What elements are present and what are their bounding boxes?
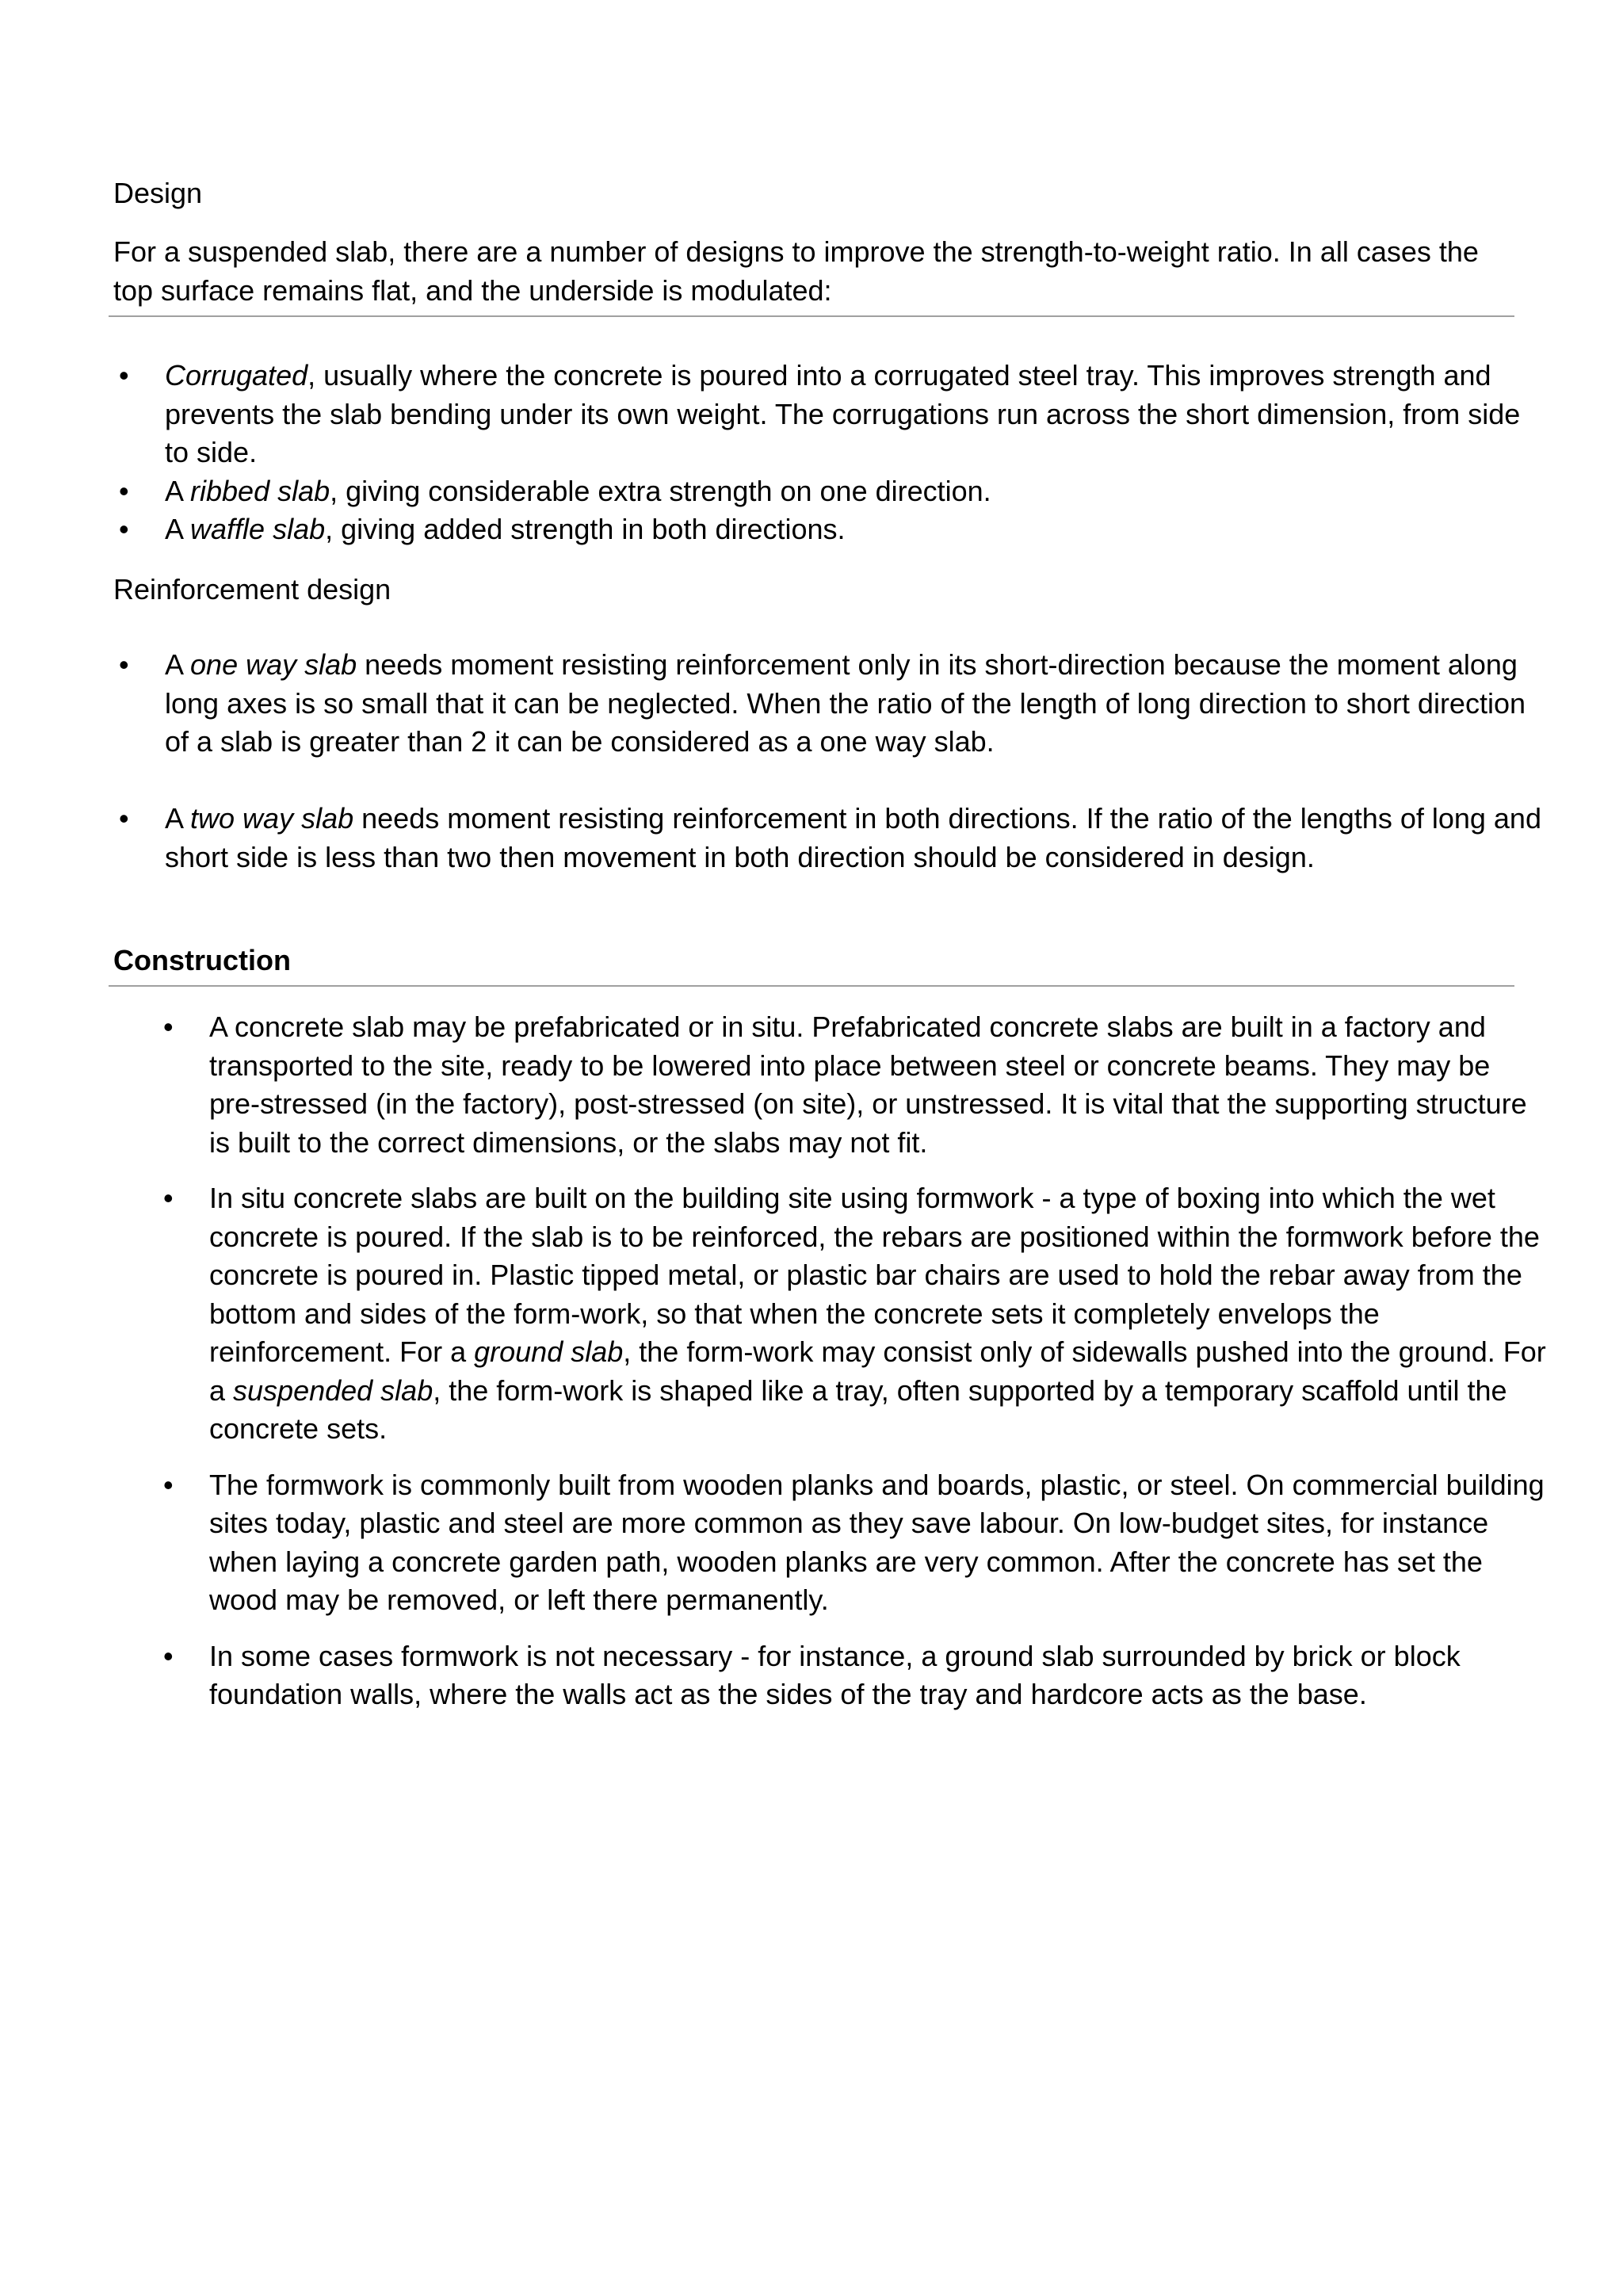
item-term: Corrugated — [165, 359, 308, 392]
section-divider — [109, 315, 1514, 317]
list-item — [0, 1637, 1623, 1714]
item-term: suspended slab — [233, 1373, 433, 1407]
item-term: waffle slab — [190, 513, 326, 545]
item-prefix: A — [165, 513, 191, 545]
construction-heading: Construction — [113, 944, 291, 976]
bullet-icon: • — [119, 474, 129, 507]
reinforcement-heading: Reinforcement design — [113, 573, 391, 606]
list-item — [0, 472, 1623, 511]
list-item — [0, 646, 1623, 762]
item-text: The formwork is commonly built from wooden planks and boards, plastic, or steel. On commercial building sites today, plastic and steel are more common as they save labour. On low-budget sites, for instance when laying a concrete garden path, wooden planks are very common. After the concrete has set the wood may be removed, or left there permanently. — [209, 1468, 1545, 1616]
bullet-icon: • — [163, 1010, 174, 1043]
reinforcement-list-one-way — [0, 646, 1623, 762]
design-list — [0, 357, 1623, 549]
list-item — [0, 800, 1623, 877]
item-text: , the form-work is shaped like a tray, often supported by a temporary scaffold until the concrete sets. — [209, 1373, 1507, 1445]
item-term: ground slab — [474, 1335, 624, 1368]
item-prefix: A — [165, 648, 191, 681]
item-term: two way slab — [190, 802, 354, 835]
item-text: , giving considerable extra strength on one direction. — [330, 474, 991, 507]
bullet-icon: • — [163, 1468, 174, 1501]
item-text: In situ concrete slabs are built on the building site using formwork - a type of boxing into which the wet concrete is poured. If the slab is to be reinforced, the rebars are positioned within the formwork before the concrete is poured in. Plastic tipped metal, or plastic bar chairs are used to hold the rebar away from the bottom and sides of the form-work, so that when the concrete sets it completely envelops the reinforcement. For a — [209, 1182, 1540, 1368]
bullet-icon: • — [163, 1182, 174, 1214]
item-text: needs moment resisting reinforcement only in its short-direction because the moment along long axes is so small that it can be neglected. When the ratio of the length of long direction to short direction of a slab is greater than 2 it can be considered as a one way slab. — [165, 648, 1526, 758]
section-divider — [109, 985, 1514, 987]
item-text: needs moment resisting reinforcement in both directions. If the ratio of the lengths of long and short side is less than two then movement in both direction should be considered in design. — [165, 802, 1541, 873]
bullet-icon: • — [163, 1639, 174, 1672]
item-text: , the form-work may consist only of sidewalls pushed into the ground. For a — [209, 1335, 1546, 1407]
construction-list — [0, 1008, 1623, 1732]
bullet-icon: • — [119, 802, 129, 835]
item-prefix: A — [165, 474, 191, 507]
bullet-icon: • — [119, 513, 129, 545]
item-term: one way slab — [190, 648, 357, 681]
item-term: ribbed slab — [190, 474, 330, 507]
list-item — [0, 357, 1623, 472]
list-item — [0, 510, 1623, 549]
bullet-icon: • — [119, 648, 129, 681]
reinforcement-list-two-way — [0, 800, 1623, 877]
item-text: A concrete slab may be prefabricated or in situ. Prefabricated concrete slabs are built in a factory and transported to the site, ready to be lowered into place between steel or concrete beams. They may be pre-stressed (in the factory), post-stressed (on site), or unstressed. It is vital that the supporting structure is built to the correct dimensions, or the slabs may not fit. — [209, 1010, 1527, 1159]
bullet-icon: • — [119, 359, 129, 392]
item-text: , usually where the concrete is poured into a corrugated steel tray. This improves strength and prevents the slab bending under its own weight. The corrugations run across the short dimension, from side to side. — [165, 359, 1521, 468]
item-text: , giving added strength in both directions. — [325, 513, 846, 545]
list-item — [0, 1179, 1623, 1449]
list-item — [0, 1466, 1623, 1620]
item-prefix: A — [165, 802, 191, 835]
item-text: In some cases formwork is not necessary - for instance, a ground slab surrounded by brick or block foundation walls, where the walls act as the sides of the tray and hardcore acts as the base. — [209, 1639, 1461, 1710]
design-heading: Design — [113, 177, 203, 209]
design-intro-paragraph: For a suspended slab, there are a number of designs to improve the strength-to-weight ratio. In all cases the top surface remains flat, and the underside is modulated: — [113, 235, 1479, 307]
list-item — [0, 1008, 1623, 1162]
